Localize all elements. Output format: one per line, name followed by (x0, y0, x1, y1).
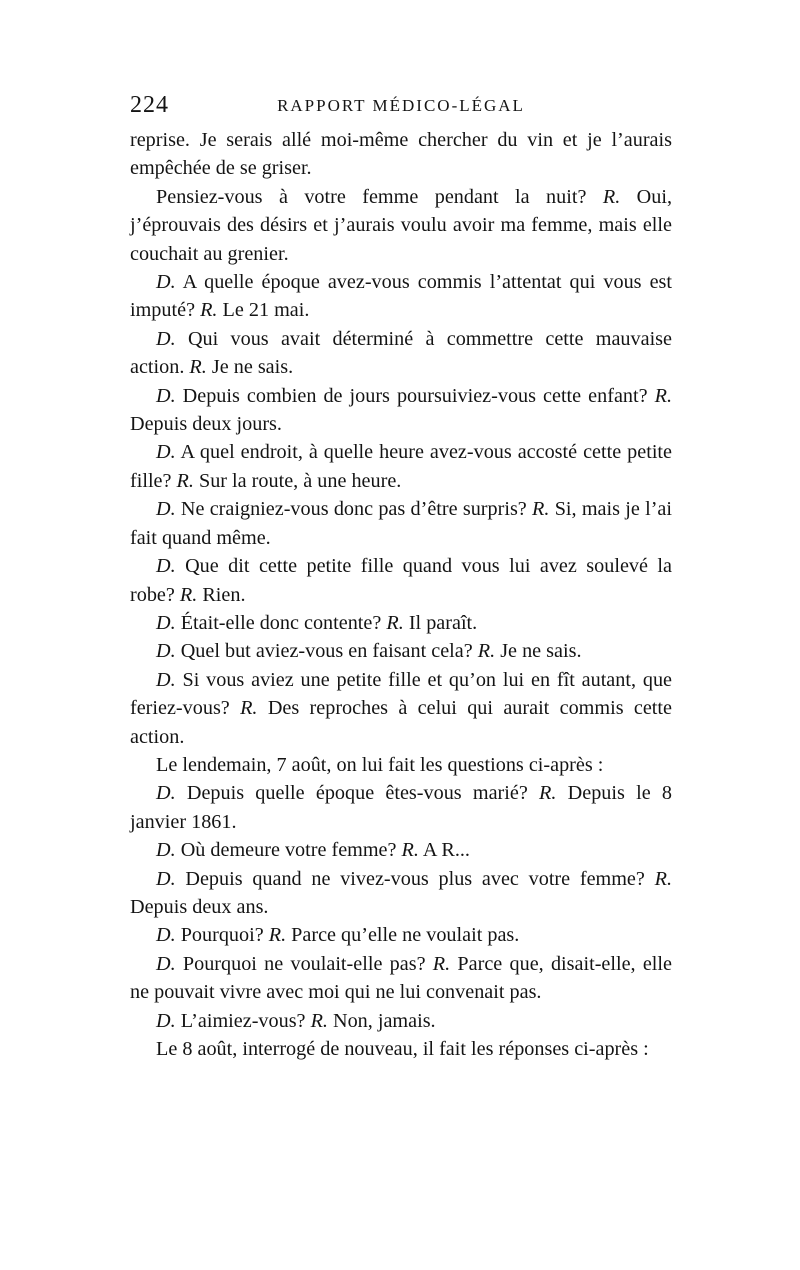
paragraph (130, 950, 672, 1007)
paragraph-text: Depuis le 8 janvier 1861. (130, 782, 672, 833)
paragraph-text: Des reproches à celui qui aurait commis cette action. (130, 697, 672, 748)
paragraph (130, 382, 672, 439)
paragraph-text: Non, jamais. (327, 1009, 436, 1032)
running-title: RAPPORT MÉDICO-LÉGAL (277, 96, 525, 115)
paragraph-text: Parce que, disait-elle, elle ne pouvait vivre avec moi qui ne lui convenait pas. (130, 952, 672, 1004)
paragraph-text: A R... (418, 839, 470, 862)
paragraph (130, 325, 672, 382)
paragraph (130, 779, 672, 836)
paragraph-text: Le lendemain, 7 août, on lui fait les questions ci-après : (156, 753, 604, 776)
paragraph (130, 1035, 672, 1063)
paragraph (130, 183, 672, 268)
speaker-label: R. (477, 640, 496, 663)
paragraph (130, 921, 672, 949)
speaker-label: R. (176, 469, 194, 492)
speaker-label: D. (156, 384, 176, 407)
paragraph-text: Pourquoi ne voulait-elle pas? (175, 952, 433, 975)
paragraph-text: Je ne sais. (495, 640, 582, 663)
paragraph-text: Si, mais je l’ai fait quand même. (130, 498, 672, 549)
paragraph-text: Le 8 août, interrogé de nouveau, il fait les réponses ci-après : (156, 1038, 649, 1060)
speaker-label: D. (156, 1009, 176, 1032)
speaker-label: R. (401, 839, 419, 862)
paragraph-text: Sur la route, à une heure. (193, 469, 402, 492)
speaker-label: D. (156, 952, 176, 975)
paragraph-text: A quel endroit, à quelle heure avez-vous accosté cette petite fille? (130, 441, 672, 492)
paragraph-text: Ne craigniez-vous donc pas d’être surpris? (175, 498, 533, 521)
speaker-label: D. (156, 839, 176, 862)
paragraph (130, 865, 672, 922)
paragraph (130, 495, 672, 552)
paragraph-text: reprise. Je serais allé moi-même chercher du vin et je l’aurais empêchée de se griser. (130, 129, 672, 180)
paragraph-text: Où demeure votre femme? (175, 839, 402, 862)
paragraph-text: Depuis deux ans. (130, 895, 269, 918)
paragraph-text: Pourquoi? (175, 924, 269, 947)
speaker-label: R. (268, 924, 287, 947)
speaker-label: R. (602, 185, 621, 208)
speaker-label: D. (156, 867, 176, 890)
speaker-label: D. (156, 441, 176, 464)
paragraph (130, 552, 672, 609)
paragraph-text: Était-elle donc contente? (175, 611, 387, 634)
speaker-label: D. (156, 668, 176, 691)
paragraph-text: Oui, j’éprouvais des désirs et j’aurais voulu avoir ma femme, mais elle couchait au grenier. (130, 185, 673, 265)
page-number: 224 (130, 92, 169, 118)
speaker-label: R. (539, 782, 557, 805)
paragraph-text: Depuis quand ne vivez-vous plus avec votre femme? (175, 867, 655, 890)
speaker-label: D. (156, 924, 176, 947)
speaker-label: R. (200, 299, 218, 322)
speaker-label: D. (156, 555, 176, 578)
paragraph-text: Parce qu’elle ne voulait pas. (286, 924, 520, 947)
paragraph (130, 836, 672, 864)
paragraph-text: L’aimiez-vous? (175, 1009, 311, 1032)
paragraph-text: Il paraît. (403, 611, 478, 634)
paragraph (130, 1007, 672, 1035)
paragraph-text: Si vous aviez une petite fille et qu’on lui en fît autant, que feriez-vous? (130, 668, 672, 720)
paragraph-text: Depuis combien de jours poursuiviez-vous cette enfant? (175, 384, 655, 407)
paragraph-text: A quelle époque avez-vous commis l’attentat qui vous est imputé? (130, 271, 672, 322)
speaker-label: R. (532, 498, 550, 521)
paragraph-text: Depuis deux jours. (130, 413, 282, 436)
speaker-label: R. (189, 356, 207, 379)
speaker-label: R. (654, 867, 672, 890)
paragraph-text: Je ne sais. (206, 356, 294, 379)
paragraph-text: Quel but aviez-vous en faisant cela? (175, 640, 478, 663)
speaker-label: D. (156, 782, 176, 805)
paragraph (130, 666, 672, 751)
body-text (130, 126, 672, 1063)
paragraph-text: Rien. (197, 583, 246, 606)
paragraph-text: Depuis quelle époque êtes-vous marié? (175, 782, 540, 805)
paragraph-text: Pensiez-vous à votre femme pendant la nuit? (156, 185, 603, 208)
speaker-label: D. (156, 640, 176, 663)
speaker-label: D. (156, 498, 176, 521)
book-page (130, 92, 672, 1063)
speaker-label: D. (156, 327, 176, 350)
speaker-label: R. (386, 611, 404, 634)
speaker-label: R. (179, 583, 198, 606)
paragraph (130, 637, 672, 665)
speaker-label: R. (240, 697, 258, 720)
paragraph (130, 751, 672, 779)
paragraph (130, 609, 672, 637)
speaker-label: R. (432, 952, 451, 975)
paragraph-text: Qui vous avait déterminé à commettre cette mauvaise action. (130, 327, 672, 379)
paragraph-text: Que dit cette petite fille quand vous lui avez soulevé la robe? (130, 555, 672, 606)
paragraph (130, 268, 672, 325)
paragraph (130, 126, 672, 183)
paragraph-text: Le 21 mai. (217, 299, 310, 322)
speaker-label: D. (156, 611, 176, 634)
speaker-label: R. (310, 1009, 328, 1032)
speaker-label: D. (156, 271, 176, 294)
speaker-label: R. (654, 384, 672, 407)
page-header (130, 92, 672, 126)
paragraph (130, 438, 672, 495)
